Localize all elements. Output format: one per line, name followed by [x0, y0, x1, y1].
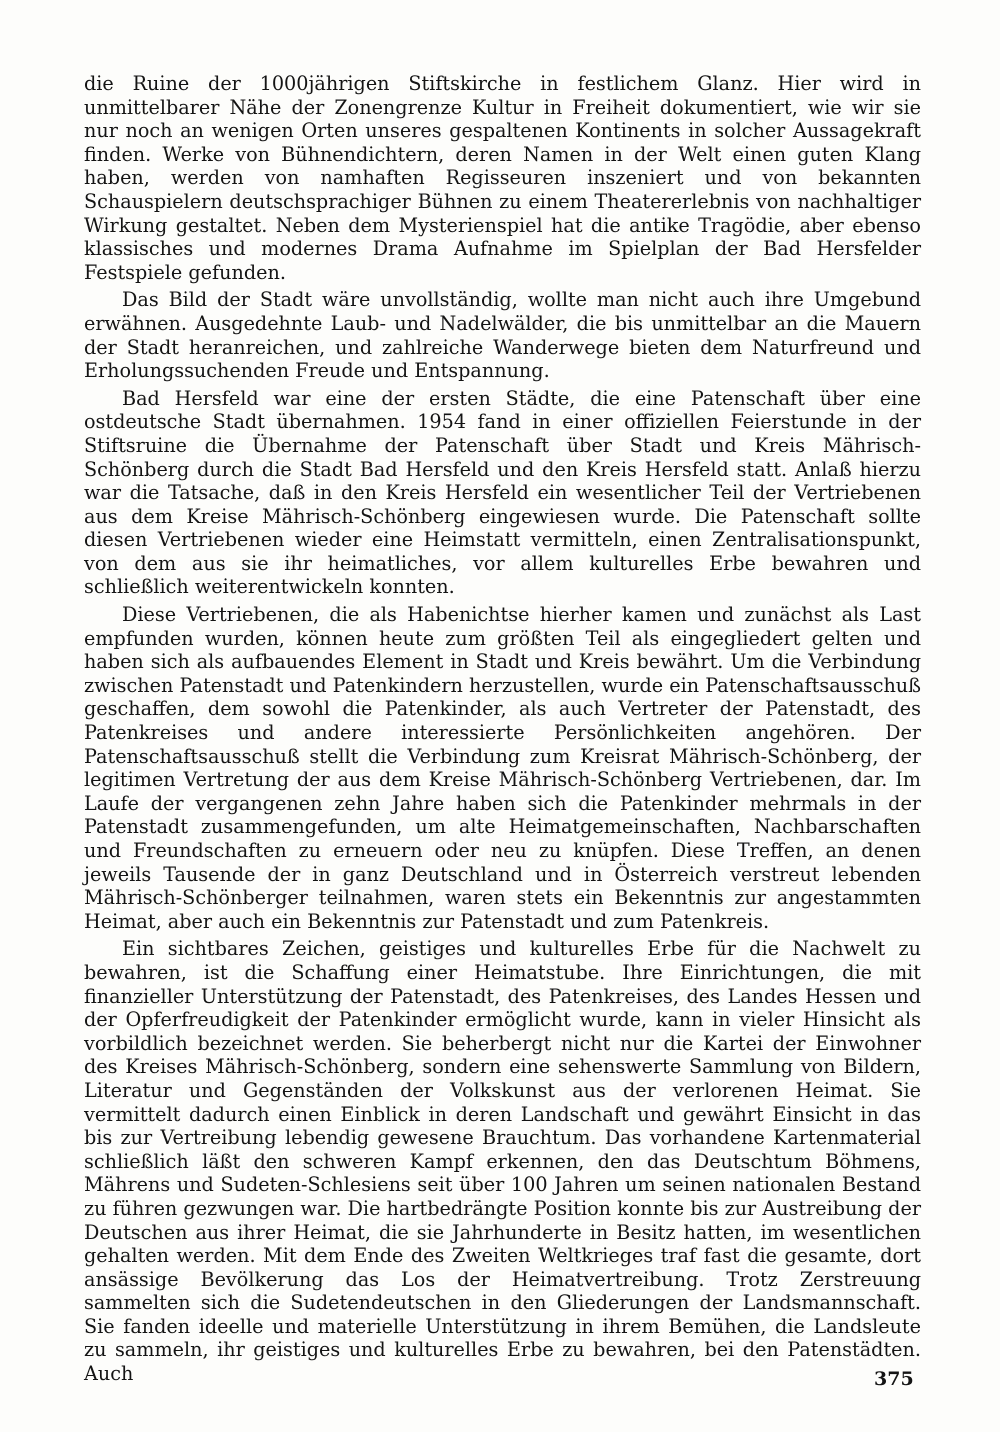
- page-number: 375: [874, 1368, 914, 1390]
- body-text: [84, 72, 921, 1386]
- paragraph-festspiele: die Ruine der 1000jährigen Stiftskirche in festlichem Glanz. Hier wird in unmittelbarer Nähe der Zonengrenze Kultur in Freiheit dokumentiert, wie wir sie nur noch an wenigen Orten unseres gespaltenen Kontinents in solcher Aussagekraft finden. Werke von Bühnendichtern, deren Namen in der Welt einen guten Klang haben, werden von namhaften Regisseuren inszeniert und von bekannten Schauspielern deutschsprachiger Bühnen zu einem Theatererlebnis von nachhaltiger Wirkung gestaltet. Neben dem Mysterienspiel hat die antike Tragödie, aber ebenso klassisches und modernes Drama Aufnahme im Spielplan der Bad Hersfelder Festspiele gefunden.: [84, 72, 921, 284]
- paragraph-patenschaft: Bad Hersfeld war eine der ersten Städte, die eine Patenschaft über eine ostdeutsche Stadt übernahmen. 1954 fand in einer offiziellen Feierstunde in der Stiftsruine die Übernahme der Patenschaft über Stadt und Kreis Mährisch-Schönberg durch die Stadt Bad Hersfeld und den Kreis Hersfeld statt. Anlaß hierzu war die Tatsache, daß in den Kreis Hersfeld ein wesentlicher Teil der Vertriebenen aus dem Kreise Mährisch-Schönberg eingewiesen wurde. Die Patenschaft sollte diesen Vertriebenen wieder eine Heimstatt vermitteln, einen Zentralisationspunkt, von dem aus sie ihr heimatliches, vor allem kulturelles Erbe bewahren und schließlich weiterentwickeln konnten.: [84, 386, 921, 599]
- paragraph-umgebung: Das Bild der Stadt wäre unvollständig, wollte man nicht auch ihre Umgebund erwähnen. Ausgedehnte Laub- und Nadelwälder, die bis unmittelbar an die Mauern der Stadt heranreichen, und zahlreiche Wanderwege bieten dem Naturfreund und Erholungssuchenden Freude und Entspannung.: [84, 288, 921, 383]
- paragraph-heimatstube: Ein sichtbares Zeichen, geistiges und kulturelles Erbe für die Nachwelt zu bewahren, ist die Schaffung einer Heimatstube. Ihre Einrichtungen, die mit finanzieller Unterstützung der Patenstadt, des Patenkreises, des Landes Hessen und der Opferfreudigkeit der Patenkinder ermöglicht wurde, kann in vieler Hinsicht als vorbildlich bezeichnet werden. Sie beherbergt nicht nur die Kartei der Einwohner des Kreises Mährisch-Schönberg, sondern eine sehenswerte Sammlung von Bildern, Literatur und Gegenständen der Volkskunst aus der verlorenen Heimat. Sie vermittelt dadurch einen Einblick in deren Landschaft und gewährt Einsicht in das bis zur Vertreibung lebendig gewesene Brauchtum. Das vorhandene Kartenmaterial schließlich läßt den schweren Kampf erkennen, den das Deutschtum Böhmens, Mährens und Sudeten-Schlesiens seit über 100 Jahren um seinen nationalen Bestand zu führen gezwungen war. Die hartbedrängte Position konnte bis zur Austreibung der Deutschen aus ihrer Heimat, die sie Jahrhunderte in Besitz hatten, im wesentlichen gehalten werden. Mit dem Ende des Zweiten Weltkrieges traf fast die gesamte, dort ansässige Bevölkerung das Los der Heimatvertreibung. Trotz Zerstreuung sammelten sich die Sudetendeutschen in den Gliederungen der Landsmannschaft. Sie fanden ideelle und materielle Unterstützung in ihrem Bemühen, die Landsleute zu sammeln, ihr geistiges und kulturelles Erbe zu bewahren, bei den Patenstädten. Auch: [84, 937, 921, 1386]
- paragraph-vertriebene: Diese Vertriebenen, die als Habenichtse hierher kamen und zunächst als Last empfunden wurden, können heute zum größten Teil als eingegliedert gelten und haben sich als aufbauendes Element in Stadt und Kreis bewährt. Um die Verbindung zwischen Patenstadt und Patenkindern herzustellen, wurde ein Patenschaftsausschuß geschaffen, dem sowohl die Patenkinder, als auch Vertreter der Patenstadt, des Patenkreises und andere interessierte Persönlichkeiten angehören. Der Patenschaftsausschuß stellt die Verbindung zum Kreisrat Mährisch-Schönberg, der legitimen Vertretung der aus dem Kreise Mährisch-Schönberg Vertriebenen, dar. Im Laufe der vergangenen zehn Jahre haben sich die Patenkinder mehrmals in der Patenstadt zusammengefunden, um alte Heimatgemeinschaften, Nachbarschaften und Freundschaften zu erneuern oder neu zu knüpfen. Diese Treffen, an denen jeweils Tausende der in ganz Deutschland und in Österreich verstreut lebenden Mährisch-Schönberger teilnahmen, waren stets ein Bekenntnis zur angestammten Heimat, aber auch ein Bekenntnis zur Patenstadt und zum Patenkreis.: [84, 603, 921, 933]
